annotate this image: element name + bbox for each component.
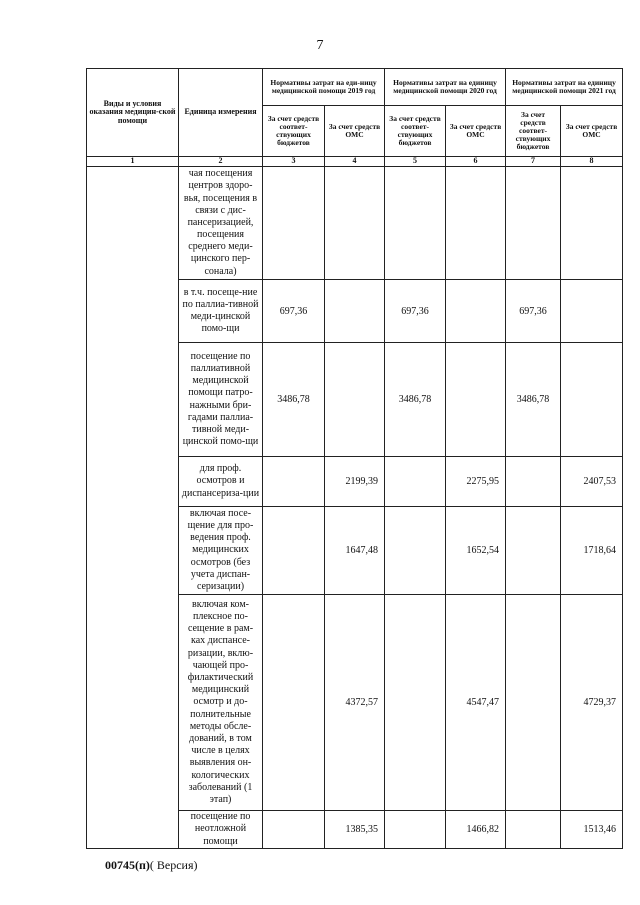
value-cell (506, 167, 561, 280)
unit-cell: для проф. осмотров и диспансериза-ции (179, 457, 263, 507)
value-cell: 2407,53 (561, 457, 623, 507)
value-cell (446, 280, 506, 343)
value-cell: 2275,95 (446, 457, 506, 507)
unit-cell: посещение по паллиативной медицинской помощи патро-нажными бри-гадами паллиа-тивной меди-цинской помо-щи (179, 343, 263, 457)
unit-cell: в т.ч. посеще-ние по паллиа-тивной меди-цинской помо-щи (179, 280, 263, 343)
value-cell (561, 280, 623, 343)
unit-cell: включая посе-щение для про-ведения проф. медицинских осмотров (без учета диспан-серизации) (179, 507, 263, 595)
value-cell (263, 167, 325, 280)
header-unit: Единица измерения (179, 69, 263, 157)
value-cell: 4729,37 (561, 595, 623, 811)
value-cell (506, 811, 561, 849)
value-cell (325, 280, 385, 343)
value-cell: 3486,78 (385, 343, 446, 457)
value-cell: 1513,46 (561, 811, 623, 849)
value-cell: 3486,78 (506, 343, 561, 457)
unit-cell: включая ком-плексное по-сещение в рам-ках диспансе-ризации, вклю-чающей про-филактический медицинский осмотр и до-полнительные методы обсле-дований, в том числе в целях выявления он-кологических заболеваний (1 этап) (179, 595, 263, 811)
value-cell (385, 507, 446, 595)
unit-cell: посещение по неотложной помощи (179, 811, 263, 849)
page-number: 7 (316, 38, 324, 53)
value-cell (263, 457, 325, 507)
column-number: 5 (385, 157, 446, 167)
column-number: 7 (506, 157, 561, 167)
header-group-2020: Нормативы затрат на единицу медицинской помощи 2020 год (385, 69, 506, 106)
header-budget-2021: За счет средств соответ-ствующих бюджетов (506, 106, 561, 157)
header-budget-2020: За счет средств соответ-ствующих бюджетов (385, 106, 446, 157)
care-type-cell (87, 167, 179, 849)
header-care-type: Виды и условия оказания медицин-ской помощи (87, 69, 179, 157)
column-number: 1 (87, 157, 179, 167)
unit-cell: чая посещения центров здоро-вья, посещения в связи с дис-пансеризацией, посещения среднего меди-цинского пер-сонала) (179, 167, 263, 280)
header-group-2021: Нормативы затрат на единицу медицинской помощи 2021 год (506, 69, 623, 106)
value-cell (325, 343, 385, 457)
value-cell: 2199,39 (325, 457, 385, 507)
header-group-2019: Нормативы затрат на еди-ницу медицинской помощи 2019 год (263, 69, 385, 106)
value-cell: 697,36 (263, 280, 325, 343)
value-cell (446, 343, 506, 457)
value-cell (506, 457, 561, 507)
value-cell: 1647,48 (325, 507, 385, 595)
cost-norms-table (86, 68, 623, 849)
header-budget-2019: За счет средств соответ-ствующих бюджетов (263, 106, 325, 157)
value-cell: 1718,64 (561, 507, 623, 595)
column-number: 3 (263, 157, 325, 167)
value-cell (506, 595, 561, 811)
table-row (87, 167, 623, 280)
value-cell (446, 167, 506, 280)
document-code: 00745(п) (105, 858, 150, 872)
value-cell: 1385,35 (325, 811, 385, 849)
value-cell (385, 167, 446, 280)
header-omc-2020: За счет средств ОМС (446, 106, 506, 157)
value-cell: 3486,78 (263, 343, 325, 457)
value-cell (506, 507, 561, 595)
value-cell (263, 595, 325, 811)
value-cell (385, 811, 446, 849)
column-number: 8 (561, 157, 623, 167)
column-number: 6 (446, 157, 506, 167)
value-cell (561, 343, 623, 457)
document-footer (105, 858, 198, 873)
value-cell (385, 457, 446, 507)
value-cell (561, 167, 623, 280)
value-cell: 4547,47 (446, 595, 506, 811)
value-cell (385, 595, 446, 811)
value-cell: 697,36 (385, 280, 446, 343)
value-cell (263, 811, 325, 849)
header-omc-2019: За счет средств ОМС (325, 106, 385, 157)
column-number: 4 (325, 157, 385, 167)
header-omc-2021: За счет средств ОМС (561, 106, 623, 157)
value-cell: 1652,54 (446, 507, 506, 595)
version-label: ( Версия) (149, 858, 198, 872)
column-number: 2 (179, 157, 263, 167)
value-cell: 697,36 (506, 280, 561, 343)
value-cell: 4372,57 (325, 595, 385, 811)
value-cell: 1466,82 (446, 811, 506, 849)
value-cell (325, 167, 385, 280)
value-cell (263, 507, 325, 595)
